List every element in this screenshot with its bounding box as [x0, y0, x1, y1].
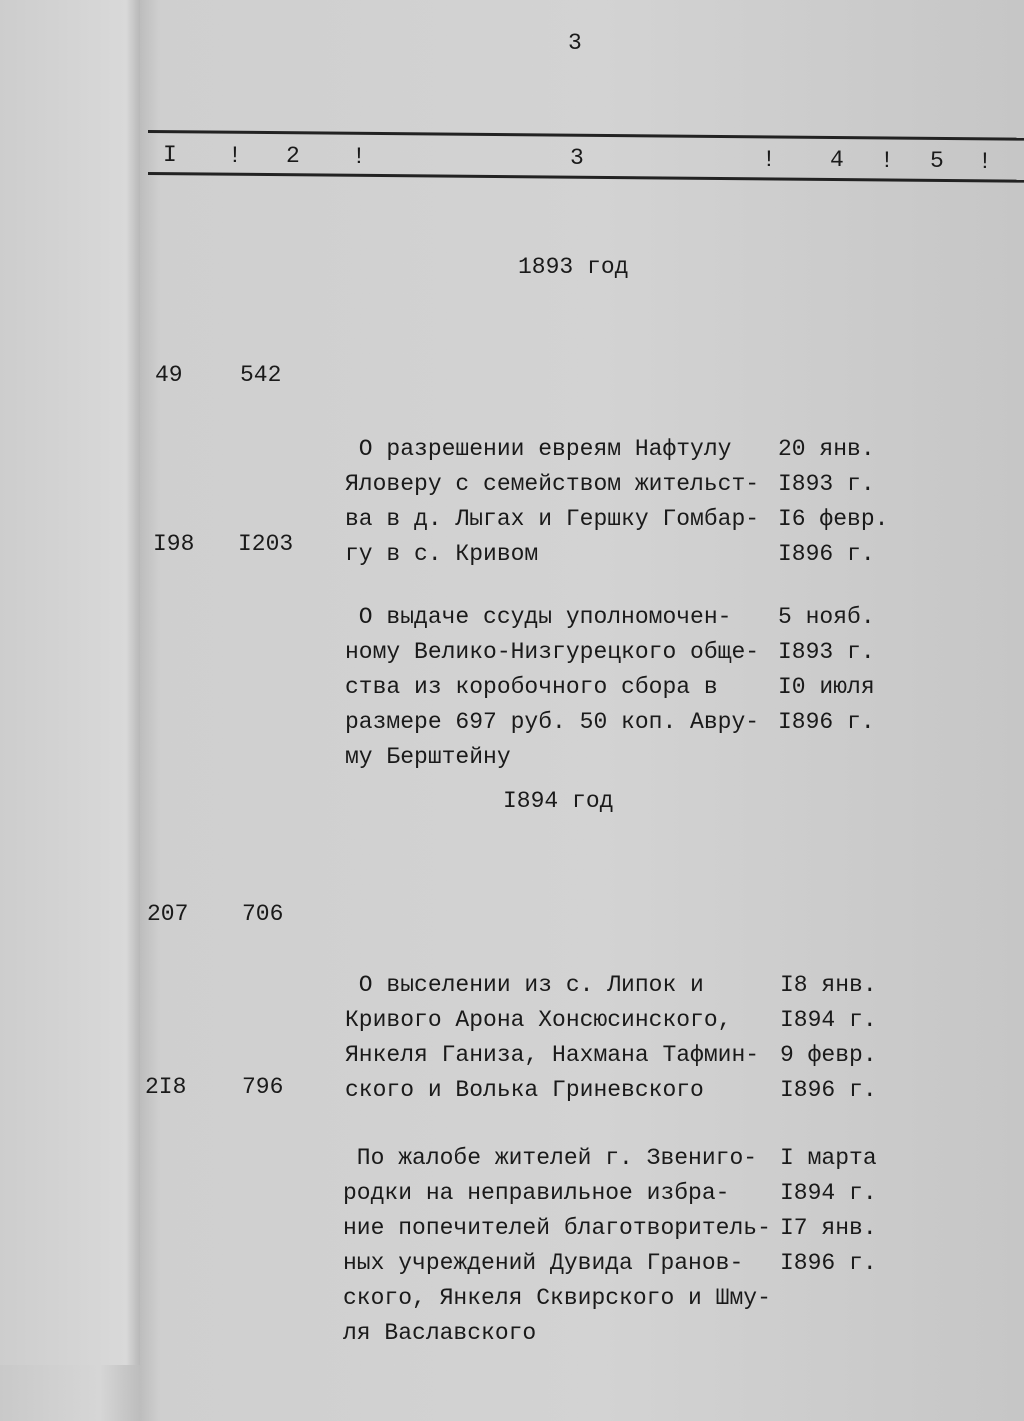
col-separator: !	[978, 149, 992, 175]
col-separator: !	[880, 148, 894, 174]
entry-text: О выселении из с. Липок и Кривого Арона Хонсюсинского, Янкеля Ганиза, Нахмана Тафмин- ского и Волька Гриневского	[345, 972, 760, 1103]
entry-number: I98	[153, 531, 195, 557]
col-header: 3	[570, 145, 584, 171]
header-top-rule	[148, 130, 1024, 141]
entry-dates: 20 янв. I893 г. I6 февр. I896 г.	[778, 436, 889, 567]
col-header: 2	[286, 143, 300, 169]
file-number: 706	[242, 901, 284, 927]
entry-number: 49	[155, 362, 183, 388]
file-number: 796	[242, 1074, 284, 1100]
col-separator: !	[352, 144, 366, 170]
entry-dates: I8 янв. I894 г. 9 февр. I896 г.	[780, 972, 877, 1103]
left-page-edge	[0, 0, 140, 1365]
year-heading: I894 год	[503, 788, 614, 814]
file-number: 542	[240, 362, 282, 388]
col-header: 5	[930, 148, 944, 174]
col-separator: !	[762, 147, 776, 173]
file-number: I203	[238, 531, 294, 557]
entry-text: По жалобе жителей г. Звениго- родки на неправильное избра- ние попечителей благотворитель- ных учреждений Дувида Гранов- ского, Янкеля Сквирского и Шму- ля Ваславского	[343, 1145, 771, 1346]
col-header: 4	[830, 147, 844, 173]
page-number: 3	[568, 30, 582, 56]
entry-number: 207	[147, 901, 189, 927]
entry-text: О разрешении евреям Нафтулу Яловеру с семейством жительст- ва в д. Лыгах и Гершку Гомбар- гу в с. Кривом	[345, 436, 760, 567]
year-heading: 1893 год	[518, 254, 629, 280]
col-header: I	[163, 142, 177, 168]
entry-number: 2I8	[145, 1074, 187, 1100]
col-separator: !	[228, 143, 242, 169]
entry-dates: 5 нояб. I893 г. I0 июля I896 г.	[778, 604, 875, 735]
entry-dates: I марта I894 г. I7 янв. I896 г.	[780, 1145, 877, 1276]
entry-text: О выдаче ссуды уполномочен- ному Велико-Низгурецкого обще- ства из коробочного сбора в размере 697 руб. 50 коп. Авру- му Берштейну	[345, 604, 760, 770]
